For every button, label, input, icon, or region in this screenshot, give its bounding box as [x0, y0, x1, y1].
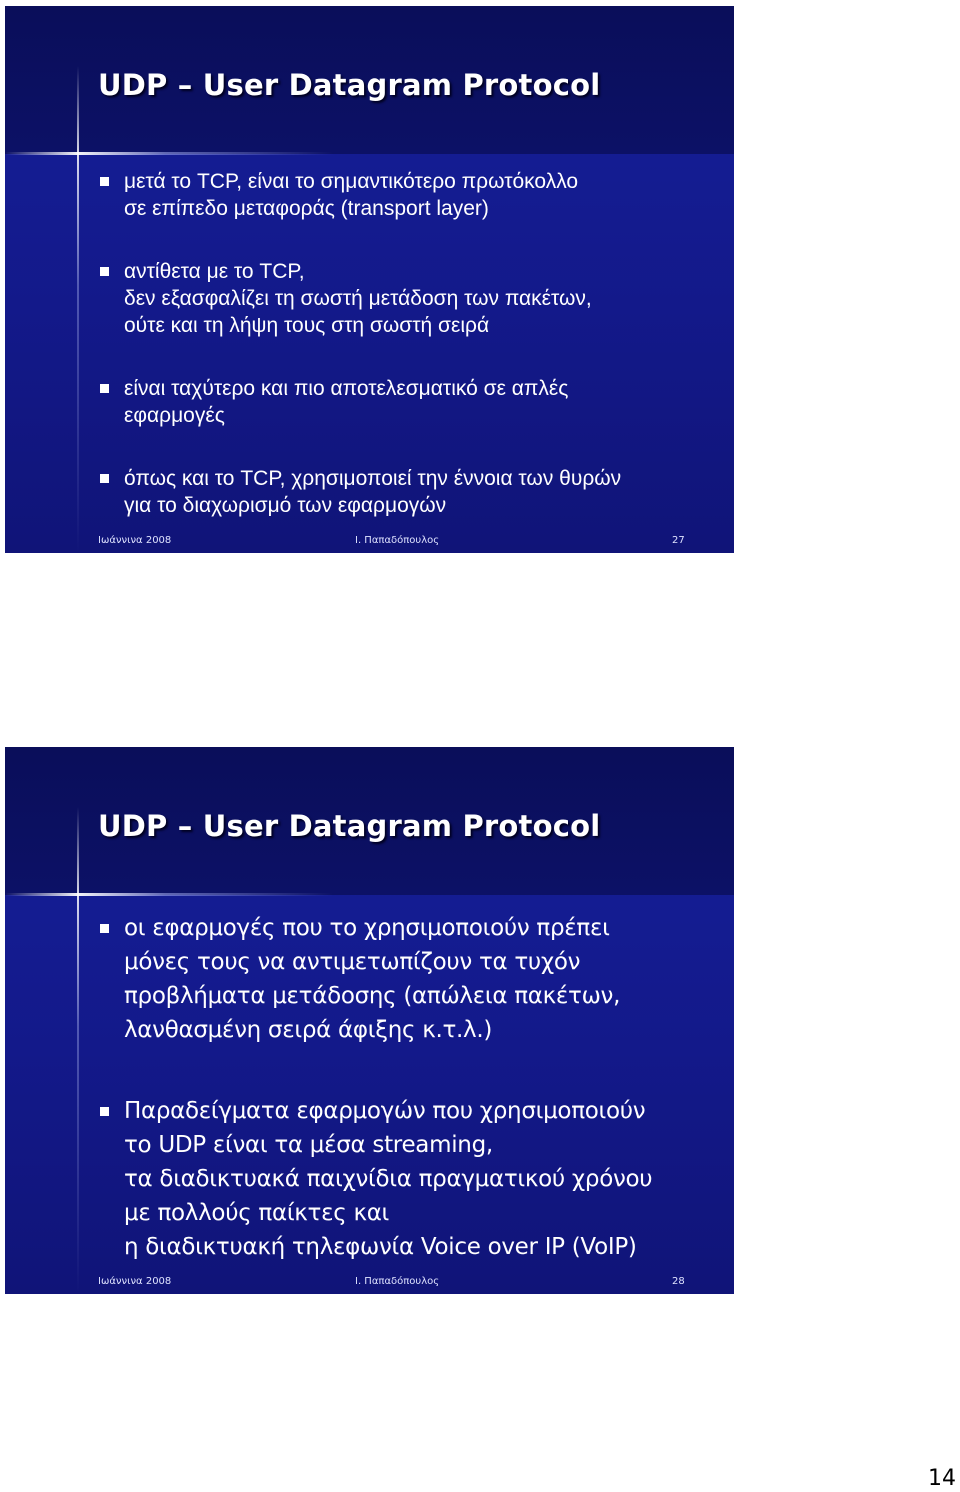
document-page-number: 14: [928, 1466, 956, 1491]
slide-number: 28: [672, 1276, 685, 1287]
square-bullet-icon: [100, 924, 109, 933]
square-bullet-icon: [100, 1107, 109, 1116]
slide-27: [5, 6, 734, 553]
decorative-line-horizontal: [5, 152, 734, 155]
bullet-item: [97, 375, 727, 429]
bullet-item: [97, 258, 727, 339]
square-bullet-icon: [100, 474, 109, 483]
bullet-text: είναι ταχύτερο και πιο αποτελεσματικό σε απλές εφαρμογές: [124, 377, 569, 427]
decorative-line-horizontal: [5, 893, 734, 896]
bullet-item: [97, 465, 727, 519]
square-bullet-icon: [100, 177, 109, 186]
footer-author: Ι. Παπαδόπουλος: [355, 1276, 440, 1287]
bullet-text: Παραδείγματα εφαρμογών που χρησιμοποιούν το UDP είναι τα μέσα streaming, τα διαδικτυακά παιχνίδια πραγματικού χρόνου με πολλούς παίκτες και η διαδικτυακή τηλεφωνία Voice over IP (VoIP): [124, 1098, 653, 1260]
bullet-text: οι εφαρμογές που το χρησιμοποιούν πρέπει μόνες τους να αντιμετωπίζουν τα τυχόν προβλήματα μετάδοσης (απώλεια πακέτων, λανθασμένη σειρά άφιξης κ.τ.λ.): [124, 915, 621, 1043]
footer-location-date: Ιωάννινα 2008: [98, 535, 172, 546]
bullet-text: μετά το TCP, είναι το σημαντικότερο πρωτόκολλο σε επίπεδο μεταφοράς (transport layer): [124, 170, 579, 220]
footer-author: Ι. Παπαδόπουλος: [355, 535, 440, 546]
slide-number: 27: [672, 535, 685, 546]
decorative-line-vertical: [77, 66, 79, 553]
slide-title: UDP – User Datagram Protocol: [98, 68, 601, 102]
bullet-item: [97, 1094, 727, 1264]
decorative-line-vertical: [77, 807, 79, 1294]
square-bullet-icon: [100, 384, 109, 393]
slide-28: [5, 747, 734, 1294]
bullet-item: [97, 911, 727, 1047]
square-bullet-icon: [100, 267, 109, 276]
bullet-text: όπως και το TCP, χρησιμοποιεί την έννοια των θυρών για το διαχωρισμό των εφαρμογών: [124, 467, 622, 517]
bullet-text: αντίθετα με το TCP, δεν εξασφαλίζει τη σωστή μετάδοση των πακέτων, ούτε και τη λήψη τους στη σωστή σειρά: [124, 260, 592, 337]
slide-title: UDP – User Datagram Protocol: [98, 809, 601, 843]
bullet-item: [97, 168, 727, 222]
footer-location-date: Ιωάννινα 2008: [98, 1276, 172, 1287]
